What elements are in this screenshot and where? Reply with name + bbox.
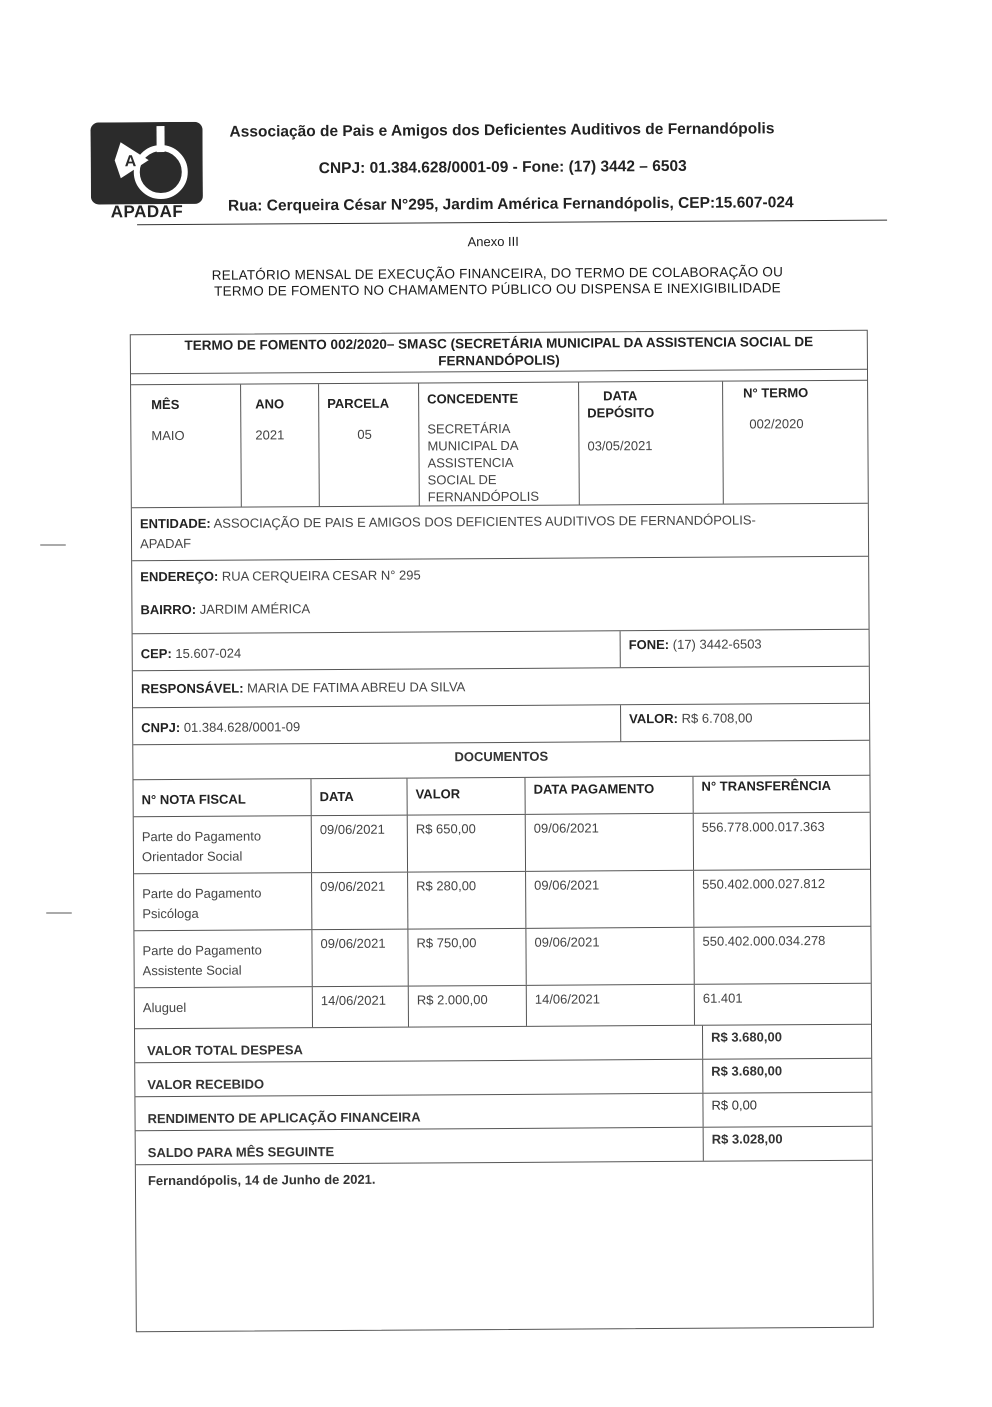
concedente-line: MUNICIPAL DA (427, 437, 519, 454)
valor-label: VALOR: (629, 710, 679, 727)
mes-cell (131, 385, 242, 508)
total-label: RENDIMENTO DE APLICAÇÃO FINANCEIRA (135, 1094, 703, 1130)
cep-value: 15.607-024 (175, 645, 242, 661)
header-divider (137, 220, 887, 226)
doc-header-pagamento: DATA PAGAMENTO (525, 777, 693, 814)
parcela-cell (319, 383, 420, 506)
fone-value: (17) 3442-6503 (672, 636, 762, 652)
doc-header-data: DATA (311, 779, 407, 816)
cnpj-valor-row (133, 704, 869, 745)
cnpj-label: CNPJ: (141, 719, 181, 736)
svg-text:A: A (124, 153, 137, 171)
report-title (157, 264, 837, 300)
footer-area (136, 1161, 873, 1331)
doc-nota-line: Parte do Pagamento (141, 828, 262, 845)
fone-cell (621, 630, 869, 668)
responsavel-value: MARIA DE FATIMA ABREU DA SILVA (247, 679, 466, 696)
apadaf-logo (90, 122, 203, 223)
logo-wordmark: APADAF (110, 201, 184, 222)
cnpj-value: 01.384.628/0001-09 (183, 719, 301, 735)
total-value: R$ 3.680,00 (711, 1063, 783, 1079)
endereco-label: ENDEREÇO: (140, 568, 219, 585)
doc-valor: R$ 2.000,00 (409, 986, 527, 1027)
total-value: R$ 3.028,00 (711, 1131, 783, 1147)
report-title-line-1: RELATÓRIO MENSAL DE EXECUÇÃO FINANCEIRA, DO TERMO DE COLABORAÇÃO OU (211, 264, 784, 283)
scan-mark (40, 544, 66, 546)
fone-label: FONE: (628, 636, 670, 653)
documentos-title: DOCUMENTOS (133, 741, 869, 780)
ano-value: 2021 (255, 427, 285, 443)
total-label: SALDO PARA MÊS SEGUINTE (136, 1128, 704, 1164)
doc-nota-line: Assistente Social (142, 962, 242, 979)
doc-nota-cell (134, 873, 312, 930)
valor-value: R$ 6.708,00 (681, 710, 753, 726)
doc-nota-line: Parte do Pagamento (142, 885, 262, 902)
valor-cell (621, 704, 869, 742)
doc-nota-cell (134, 816, 312, 873)
doc-transferencia: 556.778.000.017.363 (701, 819, 825, 835)
document-row (134, 813, 870, 874)
report-form (130, 330, 874, 1332)
parcela-header: PARCELA (327, 395, 390, 412)
total-row (135, 1025, 871, 1063)
data-deposito-value: 03/05/2021 (587, 438, 653, 454)
doc-transferencia: 61.401 (702, 990, 743, 1006)
term-title-line-2: FERNANDÓPOLIS) (438, 352, 560, 369)
doc-pagamento: 14/06/2021 (527, 985, 695, 1026)
doc-nota-cell (135, 987, 313, 1028)
entidade-row (132, 504, 868, 561)
parcela-value: 05 (357, 426, 372, 442)
total-value: R$ 3.680,00 (711, 1029, 782, 1045)
entidade-label: ENTIDADE: (139, 515, 211, 532)
data-deposito-header-2: DEPÓSITO (587, 405, 655, 421)
total-row (135, 1093, 871, 1131)
total-value: R$ 0,00 (711, 1097, 758, 1113)
termo-header: N° TERMO (743, 385, 809, 401)
cep-fone-row (133, 630, 869, 671)
concedente-cell (419, 383, 580, 506)
termo-value: 002/2020 (749, 416, 804, 432)
footer-date: Fernandópolis, 14 de Junho de 2021. (147, 1171, 376, 1189)
doc-header-nota: N° NOTA FISCAL (133, 779, 311, 816)
concedente-value (427, 420, 571, 506)
doc-header-row (133, 776, 869, 817)
cep-label: CEP: (140, 646, 172, 662)
doc-nota-line: Orientador Social (141, 848, 243, 865)
document-row (134, 927, 870, 988)
org-cnpj-phone: CNPJ: 01.384.628/0001-09 - Fone: (17) 3442 – 6503 (318, 157, 687, 178)
total-label: VALOR RECEBIDO (135, 1060, 703, 1096)
doc-header-transferencia: N° TRANSFERÊNCIA (701, 777, 832, 794)
doc-transferencia: 550.402.000.034.278 (702, 933, 826, 949)
entidade-value-2: APADAF (139, 535, 192, 552)
doc-header-valor: VALOR (407, 778, 525, 815)
org-name: Associação de Pais e Amigos dos Deficientes Auditivos de Fernandópolis (229, 120, 775, 141)
doc-data: 09/06/2021 (312, 816, 408, 873)
term-info-row (131, 381, 868, 508)
responsavel-label: RESPONSÁVEL: (140, 680, 244, 697)
concedente-line: FERNANDÓPOLIS (427, 488, 540, 505)
mes-header: MÊS (151, 396, 180, 413)
entidade-value: ASSOCIAÇÃO DE PAIS E AMIGOS DOS DEFICIENTES AUDITIVOS DE FERNANDÓPOLIS- (213, 512, 756, 531)
doc-data: 09/06/2021 (312, 873, 408, 930)
bairro-label: BAIRRO: (140, 601, 197, 618)
term-title-line-1: TERMO DE FOMENTO 002/2020– SMASC (SECRETÁRIA MUNICIPAL DA ASSISTENCIA SOCIAL DE (184, 334, 814, 353)
doc-valor: R$ 280,00 (408, 872, 526, 929)
endereco-value: RUA CERQUEIRA CESAR N° 295 (221, 567, 421, 584)
doc-nota-line: Aluguel (142, 999, 187, 1016)
concedente-line: SECRETÁRIA (427, 420, 511, 437)
document-row (134, 870, 870, 931)
total-row (135, 1059, 871, 1097)
doc-data: 09/06/2021 (312, 930, 408, 987)
doc-valor: R$ 750,00 (408, 929, 526, 986)
data-deposito-cell (579, 382, 724, 505)
ano-cell (241, 384, 320, 506)
total-row (136, 1127, 872, 1165)
bairro-value: JARDIM AMÉRICA (199, 601, 311, 617)
concedente-line: ASSISTENCIA (427, 454, 514, 471)
doc-pagamento: 09/06/2021 (526, 871, 694, 928)
doc-pagamento: 09/06/2021 (526, 814, 694, 871)
doc-valor: R$ 650,00 (408, 815, 526, 872)
doc-pagamento: 09/06/2021 (526, 928, 694, 985)
responsavel-row (133, 667, 869, 708)
concedente-header: CONCEDENTE (427, 390, 519, 407)
annex-label: Anexo III (467, 233, 519, 250)
endereco-row (132, 557, 868, 634)
data-deposito-header-1: DATA (603, 388, 638, 404)
org-address: Rua: Cerqueira César N°295, Jardim América Fernandópolis, CEP:15.607-024 (227, 194, 794, 215)
term-title (131, 331, 867, 374)
cnpj-cell (133, 705, 621, 744)
doc-nota-line: Psicóloga (142, 905, 199, 922)
document-row (135, 984, 871, 1029)
doc-nota-line: Parte do Pagamento (142, 942, 262, 959)
doc-transferencia: 550.402.000.027.812 (702, 876, 826, 892)
report-title-line-2: TERMO DE FOMENTO NO CHAMAMENTO PÚBLICO OU DISPENSA E INEXIGIBILIDADE (214, 280, 781, 299)
doc-nota-cell (134, 930, 312, 987)
mes-value: MAIO (151, 427, 185, 444)
ano-header: ANO (255, 396, 285, 412)
cep-cell (133, 631, 621, 670)
total-label: VALOR TOTAL DESPESA (135, 1026, 703, 1062)
concedente-line: SOCIAL DE (427, 472, 497, 488)
doc-data: 14/06/2021 (313, 987, 409, 1028)
termo-cell (723, 381, 868, 504)
scan-mark (46, 912, 72, 914)
